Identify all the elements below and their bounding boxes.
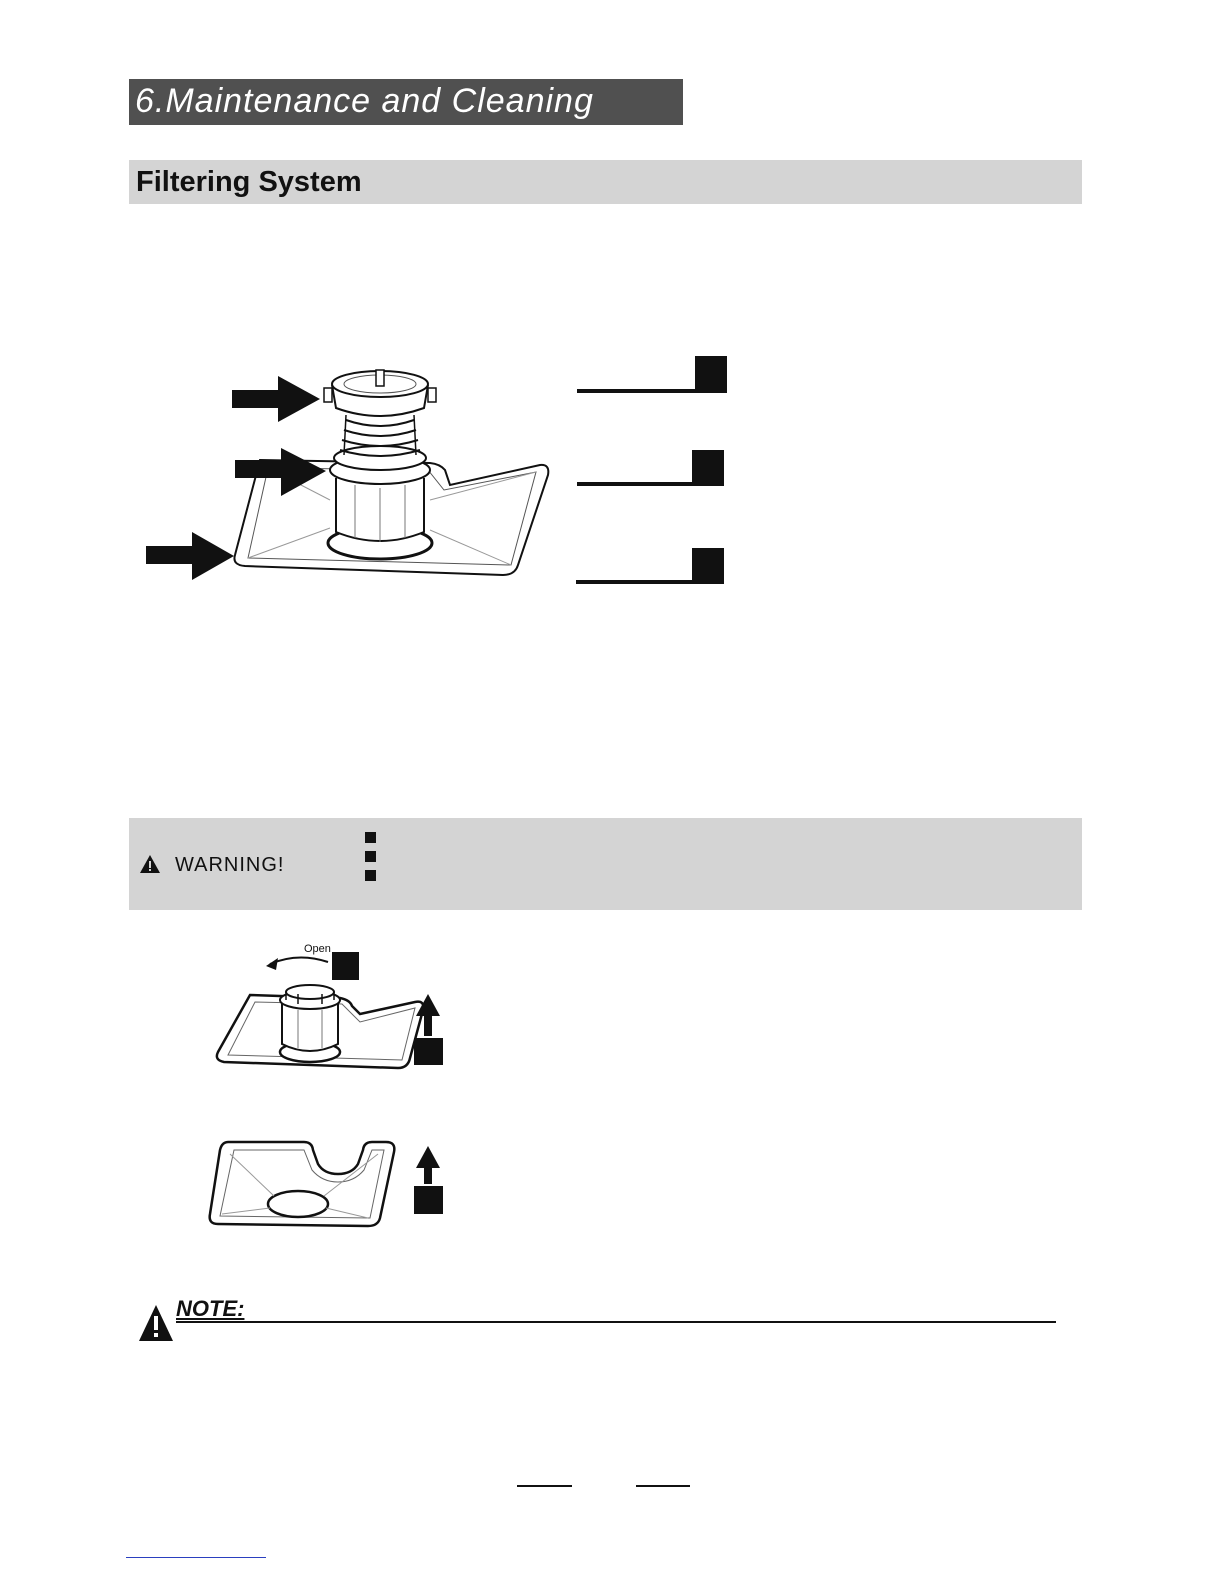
chapter-title: 6.Maintenance and Cleaning bbox=[135, 82, 594, 120]
warning-bullet-1 bbox=[365, 832, 376, 843]
callout-box-3 bbox=[692, 548, 724, 582]
callout-box-1 bbox=[695, 356, 727, 390]
filter-assembly-illustration bbox=[140, 360, 560, 590]
step-open-illustration bbox=[210, 940, 450, 1075]
note-label: NOTE: bbox=[176, 1296, 245, 1321]
note-rule bbox=[176, 1321, 1056, 1323]
section-title: Filtering System bbox=[136, 166, 362, 198]
arrow-bottom bbox=[146, 532, 234, 580]
warning-label: WARNING! bbox=[175, 854, 285, 876]
footer-line-left bbox=[517, 1485, 572, 1487]
step-lift-illustration bbox=[200, 1138, 450, 1230]
warning-bullet-3 bbox=[365, 870, 376, 881]
open-label: Open bbox=[304, 943, 331, 955]
step-box-b bbox=[414, 1038, 443, 1065]
warning-bullet-2 bbox=[365, 851, 376, 862]
arrow-top bbox=[232, 376, 320, 422]
warning-bar bbox=[129, 818, 1082, 910]
footer-line-right bbox=[636, 1485, 690, 1487]
chapter-header-bar bbox=[129, 79, 683, 125]
section-header-bar bbox=[129, 160, 1082, 204]
rotate-arrow-icon bbox=[266, 957, 328, 970]
step-box-c bbox=[414, 1186, 443, 1214]
warning-triangle-icon bbox=[139, 854, 161, 874]
warning-triangle-icon bbox=[137, 1303, 175, 1343]
callout-box-2 bbox=[692, 450, 724, 484]
step-box-a bbox=[332, 952, 359, 980]
footer-link-underline bbox=[126, 1557, 266, 1558]
